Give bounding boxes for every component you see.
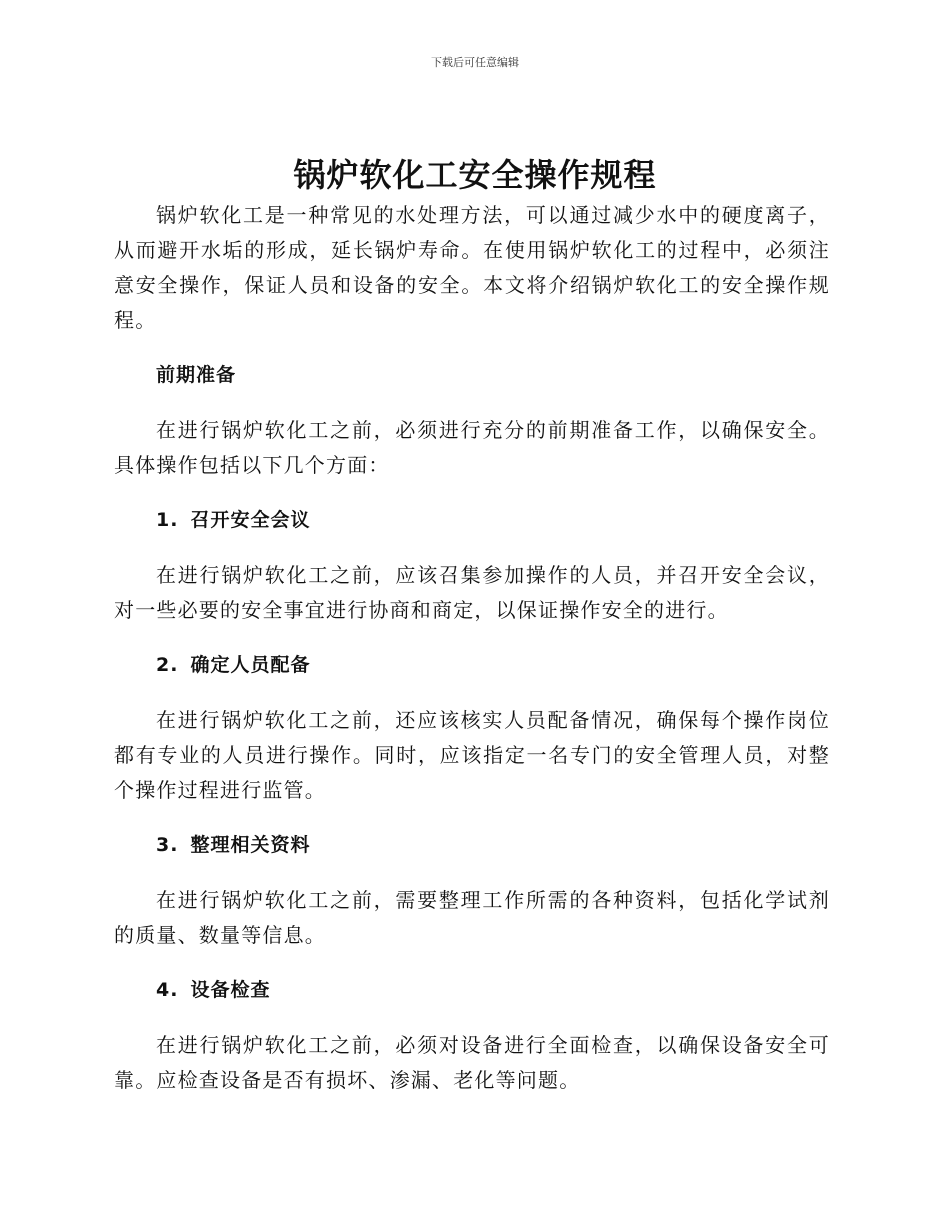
- section-paragraph: 在进行锅炉软化工之前，必须进行充分的前期准备工作，以确保安全。具体操作包括以下几个方面：: [114, 418, 830, 477]
- document-body: [114, 198, 830, 1098]
- item-paragraph-3: 在进行锅炉软化工之前，需要整理工作所需的各种资料，包括化学试剂的质量、数量等信息。: [114, 888, 830, 947]
- item-number-3: 3.: [156, 834, 179, 856]
- item-number-4: 4.: [156, 979, 179, 1001]
- item-heading-4: [114, 973, 830, 1008]
- item-heading-3: [114, 828, 830, 863]
- item-heading-2: [114, 648, 830, 683]
- header-note: 下载后可任意编辑: [431, 56, 519, 69]
- item-paragraph-2: 在进行锅炉软化工之前，还应该核实人员配备情况，确保每个操作岗位都有专业的人员进行操作。同时，应该指定一名专门的安全管理人员，对整个操作过程进行监管。: [114, 708, 830, 802]
- item-number-2: 2.: [156, 654, 179, 676]
- item-title-3: 整理相关资料: [190, 834, 311, 856]
- item-paragraph-4: 在进行锅炉软化工之前，必须对设备进行全面检查，以确保设备安全可靠。应检查设备是否有损坏、渗漏、老化等问题。: [114, 1033, 830, 1092]
- item-title-1: 召开安全会议: [190, 509, 311, 531]
- intro-paragraph: 锅炉软化工是一种常见的水处理方法，可以通过减少水中的硬度离子，从而避开水垢的形成，延长锅炉寿命。在使用锅炉软化工的过程中，必须注意安全操作，保证人员和设备的安全。本文将介绍锅炉软化工的安全操作规程。: [114, 203, 830, 332]
- item-heading-1: [114, 503, 830, 538]
- item-paragraph-1: 在进行锅炉软化工之前，应该召集参加操作的人员，并召开安全会议，对一些必要的安全事宜进行协商和商定，以保证操作安全的进行。: [114, 563, 830, 622]
- item-title-4: 设备检查: [190, 979, 271, 1001]
- item-number-1: 1.: [156, 509, 179, 531]
- item-title-2: 确定人员配备: [190, 654, 311, 676]
- section-heading: 前期准备: [156, 364, 237, 386]
- document-title: 锅炉软化工安全操作规程: [293, 156, 657, 194]
